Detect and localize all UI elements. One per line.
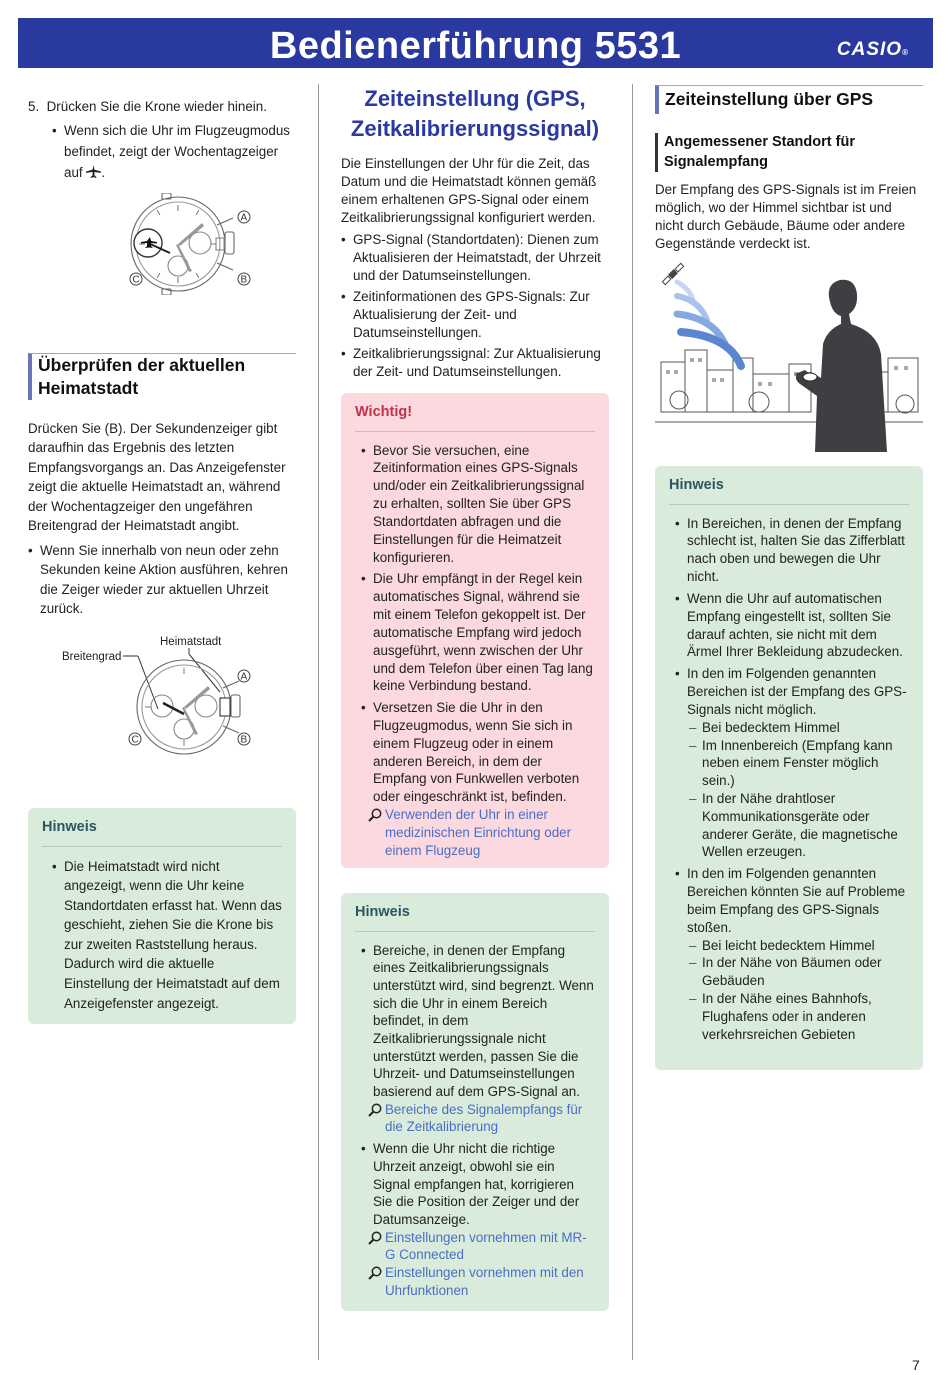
gps-reception-illustration <box>655 262 923 452</box>
svg-text:A: A <box>240 212 248 224</box>
airplane-icon <box>86 165 101 178</box>
list-item: • Wenn sich die Uhr im Flugzeugmodus befindet, zeigt der Wochentagzeiger auf . <box>52 121 296 183</box>
list-item: • Versetzen Sie die Uhr in den Flugzeugmodus, wenn Sie sich in einem Flugzeug oder in einem anderen Bereich, in dem der Empfang von Funkwellen verboten oder eingeschränkt ist, befinden. <box>361 699 595 806</box>
paragraph: Die Einstellungen der Uhr für die Zeit, das Datum und die Heimatstadt können gemäß einem erhaltenen GPS-Signal oder einem Zeitkalibrierungssignal konfiguriert werden. <box>341 156 597 225</box>
paragraph: Drücken Sie (B). Der Sekundenzeiger gibt daraufhin das Ergebnis des letzten Empfangsvorgangs an. Das Anzeigefenster zeigt die aktuelle Heimatstadt an, während der Wochentagzeiger den ungefähren Breitengrad der Heimatstadt angibt. <box>28 421 286 534</box>
svg-text:Breitengrad: Breitengrad <box>62 651 122 663</box>
list-item: • Zeitkalibrierungssignal: Zur Aktualisierung der Zeit- und Datumseinstellungen. <box>341 345 609 381</box>
hinweis-box <box>28 808 296 1024</box>
page-number: 7 <box>912 1357 920 1373</box>
wichtig-box <box>341 393 609 868</box>
watch-illustration-airplane-mode <box>100 193 260 295</box>
list-item: • Zeitinformationen des GPS-Signals: Zur Aktualisierung der Zeit- und Datumseinstellungen. <box>341 288 609 342</box>
list-item: • Bereiche, in denen der Empfang eines Zeitkalibrierungssignals unterstützt wird, sind begrenzt. Wenn sich die Uhr in einem Bereich befindet, in dem Zeitkalibrierungssignale nicht unterstützt werden, passen Sie die Uhrzeit- und Datumseinstellungen basierend auf dem GPS-Signal an. <box>361 942 595 1101</box>
sub-list-item: – In der Nähe von Bäumen oder Gebäuden <box>689 954 909 990</box>
list-item: • Wenn Sie innerhalb von neun oder zehn Sekunden keine Aktion ausführen, kehren die Zeiger wieder zur aktuellen Uhrzeit zurück. <box>28 541 296 619</box>
list-item: • Bevor Sie versuchen, eine Zeitinformation eines GPS-Signals und/oder ein Zeitkalibrierungssignal zu erhalten, sollten Sie über GPS Standortdaten abfragen und die Einstellungen für die Heimatzeit konfigurieren. <box>361 442 595 567</box>
svg-text:A: A <box>240 671 248 683</box>
sub-list-item: – In der Nähe drahtloser Kommunikationsgeräte oder anderer Geräte, die magnetische Wellen erzeugen. <box>689 790 909 861</box>
sub-list <box>689 719 909 862</box>
link-medical-airplane[interactable]: Verwenden der Uhr in einer medizinischen Einrichtung oder einem Flugzeug <box>361 806 595 859</box>
link-calibration-areas[interactable]: Bereiche des Signalempfangs für die Zeitkalibrierung <box>361 1101 595 1136</box>
column-divider <box>632 84 633 1360</box>
hinweis-box <box>341 893 609 1311</box>
sub-list-item: – Bei bedecktem Himmel <box>689 719 909 737</box>
hinweis-box <box>655 466 923 1070</box>
sub-list <box>689 937 909 1044</box>
list-item: • Wenn die Uhr nicht die richtige Uhrzeit anzeigt, obwohl sie ein Signal empfangen hat, korrigieren Sie die Position der Zeiger und der Datumsanzeige. <box>361 1140 595 1228</box>
list-item: • In Bereichen, in denen der Empfang schlecht ist, halten Sie das Zifferblatt nach oben und bewegen die Uhr nicht. <box>675 515 909 586</box>
list-item: • Die Uhr empfängt in der Regel kein automatisches Signal, während sie mit einem Telefon gekoppelt ist. Der automatische Empfang wird jedoch ausgeführt, wenn zwischen der Uhr und dem Telefon über einen Tag lang keine Verbindung bestand. <box>361 570 595 695</box>
link-watch-functions[interactable]: Einstellungen vornehmen mit den Uhrfunktionen <box>361 1264 595 1299</box>
hinweis-heading: Hinweis <box>669 476 909 505</box>
sub-list-item: – Bei leicht bedecktem Himmel <box>689 937 909 955</box>
sub-list-item: – In der Nähe eines Bahnhofs, Flughafens oder in anderen verkehrsreichen Gebieten <box>689 990 909 1043</box>
bullet-list <box>341 231 609 381</box>
list-item: • Die Heimatstadt wird nicht angezeigt, wenn die Uhr keine Standortdaten erfasst hat. Wenn das geschieht, ziehen Sie die Krone bis zur zweiten Raststellung heraus. Dadurch wird die aktuelle Einstellung der Heimatstadt auf dem Anzeigefenster angezeigt. <box>52 857 282 1014</box>
hinweis-heading: Hinweis <box>355 903 595 932</box>
hinweis-heading: Hinweis <box>42 818 282 847</box>
column-divider <box>318 84 319 1360</box>
svg-text:B: B <box>240 274 248 286</box>
casio-logo: CASIO® <box>836 39 909 60</box>
magnifier-icon <box>368 1266 382 1280</box>
magnifier-icon <box>368 808 382 822</box>
svg-text:C: C <box>132 274 140 286</box>
magnifier-icon <box>368 1103 382 1117</box>
link-mrg-connected[interactable]: Einstellungen vornehmen mit MR-G Connected <box>361 1229 595 1264</box>
svg-text:C: C <box>131 734 139 746</box>
watch-illustration-home-city <box>62 632 262 760</box>
wichtig-heading: Wichtig! <box>355 403 595 432</box>
section-check-home-city <box>28 353 296 400</box>
svg-text:B: B <box>240 734 248 746</box>
subsection-heading: Angemessener Standort für Signalempfang <box>655 133 923 172</box>
sub-list-item: – Im Innenbereich (Empfang kann neben einem Fenster möglich sein.) <box>689 737 909 790</box>
page-title: Bedienerführung 5531 <box>269 25 682 67</box>
list-item: • In den im Folgenden genannten Bereichen könnten Sie auf Probleme beim Empfang des GPS-Signals stoßen. <box>675 865 909 936</box>
magnifier-icon <box>368 1231 382 1245</box>
section-heading: Zeiteinstellung über GPS <box>655 85 923 114</box>
page-header <box>18 18 933 68</box>
list-item: • GPS-Signal (Standortdaten): Dienen zum Aktualisieren der Heimatstadt, der Uhrzeit und der Datumseinstellungen. <box>341 231 609 285</box>
list-item: • In den im Folgenden genannten Bereichen ist der Empfang des GPS-Signals nicht möglich. <box>675 665 909 718</box>
list-item: • Wenn die Uhr auf automatischen Empfang eingestellt ist, sollten Sie darauf achten, sie nicht mit dem Ärmel Ihrer Bekleidung abzudecken. <box>675 590 909 661</box>
svg-text:Heimatstadt: Heimatstadt <box>160 636 222 648</box>
section-heading: Zeiteinstellung (GPS, Zeitkalibrierungssignal) <box>350 86 600 141</box>
step-5: 5. Drücken Sie die Krone wieder hinein. • Wenn sich die Uhr im Flugzeugmodus befindet, zeigt der Wochentagzeiger auf . <box>28 98 296 183</box>
section-heading: Überprüfen der aktuellen Heimatstadt <box>28 353 296 400</box>
paragraph: Der Empfang des GPS-Signals ist im Freien möglich, wo der Himmel sichtbar ist und nicht durch Gebäude, Bäume oder andere Gegenstände verdeckt ist. <box>655 182 917 251</box>
